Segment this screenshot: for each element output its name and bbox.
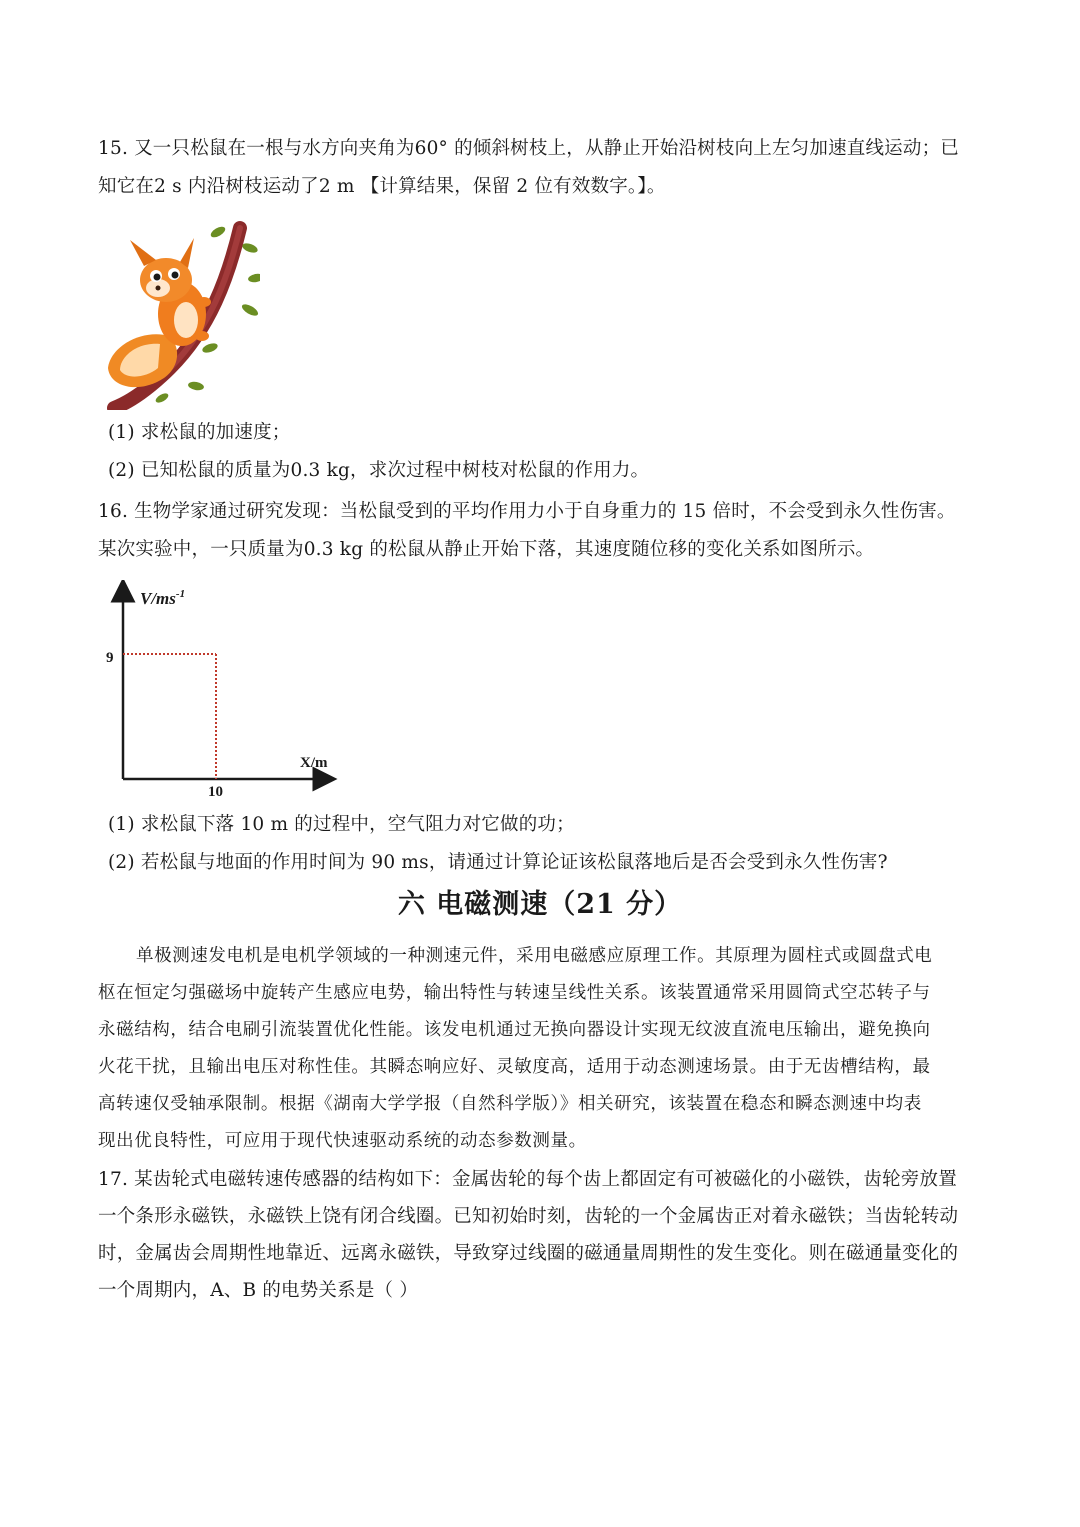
paragraph-line-1: 单极测速发电机是电机学领域的一种测速元件，采用电磁感应原理工作。其原理为圆柱式或圆盘式电 (136, 946, 933, 966)
y-tick-label: 9 (106, 650, 114, 666)
paragraph-line-3: 永磁结构，结合电刷引流装置优化性能。该发电机通过无换向器设计实现无纹波直流电压输出，避免换向 (98, 1020, 931, 1040)
y-axis-label: $V/ms^{-1}$ (140, 588, 186, 608)
paragraph-line-2: 枢在恒定匀强磁场中旋转产生感应电势，输出特性与转速呈线性关系。该装置通常采用圆筒式空芯转子与 (98, 983, 931, 1003)
q16-line-1: 16. 生物学家通过研究发现：当松鼠受到的平均作用力小于自身重力的 15 倍时，不会受到永久性伤害。 (98, 501, 956, 522)
q17-line-4: 一个周期内，A、B 的电势关系是（ ） (98, 1280, 419, 1301)
q15-line-2: 知它在2 s 内沿树枝运动了2 m 【计算结果，保留 2 位有效数字。】。 (98, 176, 666, 197)
x-tick-label: 10 (208, 784, 223, 800)
paragraph-line-5: 高转速仅受轴承限制。根据《湖南大学学报（自然科学版）》相关研究，该装置在稳态和瞬态测速中均表 (98, 1094, 922, 1114)
velocity-displacement-graph (100, 580, 340, 800)
x-axis-label: X/m (300, 755, 328, 771)
q17-line-2: 一个条形永磁铁，永磁铁上饶有闭合线圈。已知初始时刻，齿轮的一个金属齿正对着永磁铁；当齿轮转动 (98, 1206, 959, 1227)
q16-sub-2: (2) 若松鼠与地面的作用时间为 90 ms，请通过计算论证该松鼠落地后是否会受到永久性伤害? (108, 852, 888, 873)
q16-line-2: 某次实验中，一只质量为0.3 kg 的松鼠从静止开始下落，其速度随位移的变化关系如图所示。 (98, 539, 875, 560)
paragraph-line-4: 火花干扰，且输出电压对称性佳。其瞬态响应好、灵敏度高，适用于动态测速场景。由于无齿槽结构，最 (98, 1057, 931, 1077)
q15-sub-2: (2) 已知松鼠的质量为0.3 kg，求次过程中树枝对松鼠的作用力。 (108, 460, 650, 481)
q17-line-1: 17. 某齿轮式电磁转速传感器的结构如下：金属齿轮的每个齿上都固定有可被磁化的小磁铁，齿轮旁放置 (98, 1169, 957, 1190)
section-title: 六 电磁测速（21 分） (397, 889, 683, 920)
q17-line-3: 时，金属齿会周期性地靠近、远离永磁铁，导致穿过线圈的磁通量周期性的发生变化。则在磁通量变化的 (98, 1243, 959, 1264)
q15-sub-1: (1) 求松鼠的加速度； (108, 422, 291, 443)
squirrel-illustration (100, 218, 260, 410)
paragraph-line-6: 现出优良特性，可应用于现代快速驱动系统的动态参数测量。 (98, 1131, 587, 1151)
q16-sub-1: (1) 求松鼠下落 10 m 的过程中，空气阻力对它做的功； (108, 814, 575, 835)
q15-line-1: 15. 又一只松鼠在一根与水方向夹角为60° 的倾斜树枝上，从静止开始沿树枝向上左匀加速直线运动；已 (98, 138, 959, 159)
